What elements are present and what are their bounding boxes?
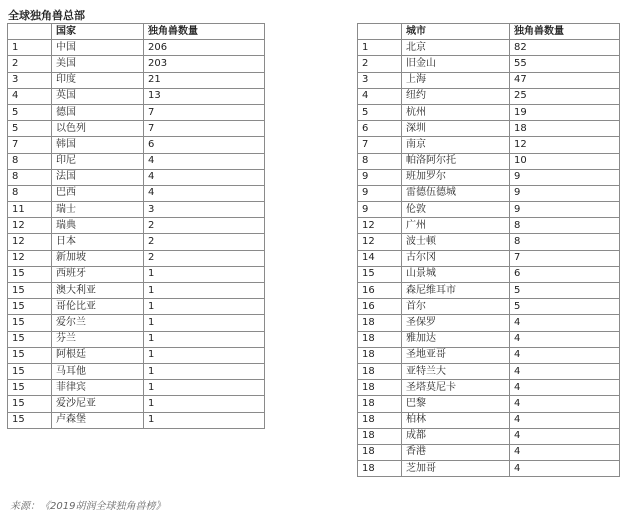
count-cell: 2 <box>144 250 265 266</box>
table-row <box>8 283 265 299</box>
table-row <box>8 137 265 153</box>
rank-cell: 11 <box>8 202 52 218</box>
rank-cell: 5 <box>8 121 52 137</box>
country-cell: 爱沙尼亚 <box>52 396 144 412</box>
country-header: 国家 <box>52 24 144 40</box>
count-cell: 206 <box>144 40 265 56</box>
table-row <box>8 347 265 363</box>
country-cell: 日本 <box>52 234 144 250</box>
table-row <box>8 412 265 428</box>
count-cell: 1 <box>144 363 265 379</box>
rank-cell: 16 <box>358 283 402 299</box>
city-cell: 香港 <box>402 444 510 460</box>
source-note: 来源：《2019胡润全球独角兽榜》 <box>10 501 166 512</box>
country-table-header <box>8 24 265 40</box>
rank-cell: 15 <box>8 347 52 363</box>
count-cell: 1 <box>144 315 265 331</box>
rank-cell: 18 <box>358 363 402 379</box>
table-row <box>358 250 620 266</box>
table-row <box>8 234 265 250</box>
city-cell: 深圳 <box>402 121 510 137</box>
count-cell: 55 <box>510 56 620 72</box>
rank-cell: 15 <box>8 363 52 379</box>
rank-cell: 1 <box>358 40 402 56</box>
table-row <box>8 40 265 56</box>
table-row <box>358 56 620 72</box>
rank-cell: 18 <box>358 347 402 363</box>
table-row <box>8 169 265 185</box>
table-row <box>358 185 620 201</box>
city-cell: 纽约 <box>402 88 510 104</box>
table-row <box>358 104 620 120</box>
table-row <box>358 218 620 234</box>
count-cell: 1 <box>144 266 265 282</box>
country-cell: 哥伦比亚 <box>52 299 144 315</box>
country-cell: 西班牙 <box>52 266 144 282</box>
rank-cell: 5 <box>8 104 52 120</box>
count-cell: 1 <box>144 347 265 363</box>
table-row <box>358 331 620 347</box>
rank-cell: 18 <box>358 428 402 444</box>
count-cell: 7 <box>144 104 265 120</box>
count-cell: 2 <box>144 218 265 234</box>
city-cell: 波士顿 <box>402 234 510 250</box>
table-row <box>358 266 620 282</box>
country-cell: 巴西 <box>52 185 144 201</box>
count-cell: 4 <box>510 363 620 379</box>
country-cell: 阿根廷 <box>52 347 144 363</box>
count-cell: 9 <box>510 169 620 185</box>
count-cell: 9 <box>510 185 620 201</box>
rank-cell: 12 <box>8 250 52 266</box>
table-row <box>8 396 265 412</box>
table-row <box>8 250 265 266</box>
rank-cell: 8 <box>358 153 402 169</box>
table-row <box>8 363 265 379</box>
country-cell: 菲律宾 <box>52 380 144 396</box>
city-cell: 雷德伍德城 <box>402 185 510 201</box>
count-cell: 82 <box>510 40 620 56</box>
rank-cell: 8 <box>8 153 52 169</box>
country-cell: 印尼 <box>52 153 144 169</box>
city-cell: 柏林 <box>402 412 510 428</box>
count-cell: 1 <box>144 380 265 396</box>
table-row <box>358 444 620 460</box>
count-cell: 5 <box>510 299 620 315</box>
count-cell: 4 <box>510 347 620 363</box>
count-cell: 7 <box>510 250 620 266</box>
table-row <box>8 185 265 201</box>
count-cell: 2 <box>144 234 265 250</box>
count-cell: 21 <box>144 72 265 88</box>
count-cell: 5 <box>510 283 620 299</box>
rank-cell: 8 <box>8 169 52 185</box>
table-row <box>8 331 265 347</box>
country-cell: 芬兰 <box>52 331 144 347</box>
country-cell: 澳大利亚 <box>52 283 144 299</box>
country-cell: 新加坡 <box>52 250 144 266</box>
count-cell: 4 <box>510 428 620 444</box>
rank-cell: 3 <box>8 72 52 88</box>
count-cell: 4 <box>144 169 265 185</box>
table-row <box>358 234 620 250</box>
rank-cell: 12 <box>8 218 52 234</box>
city-cell: 广州 <box>402 218 510 234</box>
table-row <box>358 363 620 379</box>
country-cell: 爱尔兰 <box>52 315 144 331</box>
table-row <box>8 56 265 72</box>
rank-cell: 18 <box>358 461 402 477</box>
rank-cell: 18 <box>358 444 402 460</box>
rank-cell: 14 <box>358 250 402 266</box>
rank-header <box>358 24 402 40</box>
country-cell: 美国 <box>52 56 144 72</box>
rank-cell: 5 <box>358 104 402 120</box>
city-cell: 北京 <box>402 40 510 56</box>
count-cell: 9 <box>510 202 620 218</box>
rank-cell: 15 <box>8 380 52 396</box>
count-cell: 1 <box>144 299 265 315</box>
rank-cell: 1 <box>8 40 52 56</box>
rank-cell: 12 <box>358 234 402 250</box>
rank-header <box>8 24 52 40</box>
count-cell: 203 <box>144 56 265 72</box>
rank-cell: 9 <box>358 185 402 201</box>
rank-cell: 4 <box>8 88 52 104</box>
rank-cell: 15 <box>8 266 52 282</box>
count-header: 独角兽数量 <box>144 24 265 40</box>
country-cell: 瑞典 <box>52 218 144 234</box>
table-row <box>358 72 620 88</box>
table-row <box>358 315 620 331</box>
table-row <box>8 104 265 120</box>
count-cell: 4 <box>144 185 265 201</box>
city-cell: 山景城 <box>402 266 510 282</box>
count-cell: 4 <box>510 444 620 460</box>
city-cell: 雅加达 <box>402 331 510 347</box>
count-cell: 3 <box>144 202 265 218</box>
rank-cell: 6 <box>358 121 402 137</box>
rank-cell: 7 <box>358 137 402 153</box>
country-cell: 中国 <box>52 40 144 56</box>
city-cell: 旧金山 <box>402 56 510 72</box>
rank-cell: 15 <box>8 315 52 331</box>
country-cell: 德国 <box>52 104 144 120</box>
rank-cell: 15 <box>8 331 52 347</box>
table-row <box>358 169 620 185</box>
count-cell: 8 <box>510 218 620 234</box>
table-row <box>8 88 265 104</box>
count-cell: 4 <box>144 153 265 169</box>
country-cell: 卢森堡 <box>52 412 144 428</box>
city-table-header <box>358 24 620 40</box>
count-cell: 1 <box>144 396 265 412</box>
rank-cell: 15 <box>8 283 52 299</box>
table-row <box>358 428 620 444</box>
city-cell: 上海 <box>402 72 510 88</box>
country-cell: 以色列 <box>52 121 144 137</box>
rank-cell: 12 <box>8 234 52 250</box>
country-cell: 瑞士 <box>52 202 144 218</box>
rank-cell: 15 <box>8 396 52 412</box>
count-cell: 7 <box>144 121 265 137</box>
table-row <box>8 153 265 169</box>
city-cell: 成都 <box>402 428 510 444</box>
count-cell: 4 <box>510 315 620 331</box>
table-row <box>358 121 620 137</box>
country-table <box>7 23 265 429</box>
country-cell: 英国 <box>52 88 144 104</box>
rank-cell: 15 <box>8 412 52 428</box>
rank-cell: 15 <box>358 266 402 282</box>
count-cell: 4 <box>510 412 620 428</box>
table-row <box>8 121 265 137</box>
city-cell: 芝加哥 <box>402 461 510 477</box>
rank-cell: 9 <box>358 202 402 218</box>
city-cell: 首尔 <box>402 299 510 315</box>
city-cell: 杭州 <box>402 104 510 120</box>
count-cell: 19 <box>510 104 620 120</box>
city-cell: 帕洛阿尔托 <box>402 153 510 169</box>
rank-cell: 2 <box>8 56 52 72</box>
rank-cell: 4 <box>358 88 402 104</box>
city-cell: 伦敦 <box>402 202 510 218</box>
rank-cell: 18 <box>358 396 402 412</box>
rank-cell: 18 <box>358 412 402 428</box>
rank-cell: 16 <box>358 299 402 315</box>
table-row <box>8 218 265 234</box>
count-cell: 25 <box>510 88 620 104</box>
table-row <box>358 396 620 412</box>
count-cell: 4 <box>510 331 620 347</box>
table-row <box>358 299 620 315</box>
table-row <box>358 137 620 153</box>
count-cell: 47 <box>510 72 620 88</box>
table-row <box>8 315 265 331</box>
count-cell: 4 <box>510 461 620 477</box>
table-row <box>358 283 620 299</box>
count-cell: 13 <box>144 88 265 104</box>
rank-cell: 18 <box>358 331 402 347</box>
count-cell: 18 <box>510 121 620 137</box>
table-row <box>8 266 265 282</box>
country-cell: 马耳他 <box>52 363 144 379</box>
table-row <box>358 461 620 477</box>
rank-cell: 2 <box>358 56 402 72</box>
city-cell: 圣地亚哥 <box>402 347 510 363</box>
count-cell: 10 <box>510 153 620 169</box>
rank-cell: 18 <box>358 315 402 331</box>
city-cell: 亚特兰大 <box>402 363 510 379</box>
count-cell: 1 <box>144 283 265 299</box>
left-table-title: 全球独角兽总部 <box>8 9 85 22</box>
city-cell: 圣保罗 <box>402 315 510 331</box>
table-row <box>358 153 620 169</box>
table-row <box>8 299 265 315</box>
rank-cell: 15 <box>8 299 52 315</box>
city-cell: 古尔冈 <box>402 250 510 266</box>
table-row <box>358 40 620 56</box>
country-cell: 法国 <box>52 169 144 185</box>
count-cell: 8 <box>510 234 620 250</box>
city-cell: 森尼维耳市 <box>402 283 510 299</box>
count-header: 独角兽数量 <box>510 24 620 40</box>
count-cell: 12 <box>510 137 620 153</box>
city-table <box>357 23 620 477</box>
city-cell: 南京 <box>402 137 510 153</box>
count-cell: 1 <box>144 412 265 428</box>
rank-cell: 7 <box>8 137 52 153</box>
rank-cell: 18 <box>358 380 402 396</box>
rank-cell: 9 <box>358 169 402 185</box>
table-row <box>8 380 265 396</box>
rank-cell: 12 <box>358 218 402 234</box>
country-cell: 韩国 <box>52 137 144 153</box>
city-header: 城市 <box>402 24 510 40</box>
table-row <box>358 412 620 428</box>
table-row <box>358 347 620 363</box>
rank-cell: 3 <box>358 72 402 88</box>
country-cell: 印度 <box>52 72 144 88</box>
count-cell: 1 <box>144 331 265 347</box>
table-row <box>358 202 620 218</box>
table-row <box>358 380 620 396</box>
table-row <box>8 72 265 88</box>
rank-cell: 8 <box>8 185 52 201</box>
count-cell: 4 <box>510 396 620 412</box>
count-cell: 4 <box>510 380 620 396</box>
city-cell: 圣塔莫尼卡 <box>402 380 510 396</box>
count-cell: 6 <box>144 137 265 153</box>
city-cell: 巴黎 <box>402 396 510 412</box>
table-row <box>358 88 620 104</box>
count-cell: 6 <box>510 266 620 282</box>
city-cell: 班加罗尔 <box>402 169 510 185</box>
table-row <box>8 202 265 218</box>
